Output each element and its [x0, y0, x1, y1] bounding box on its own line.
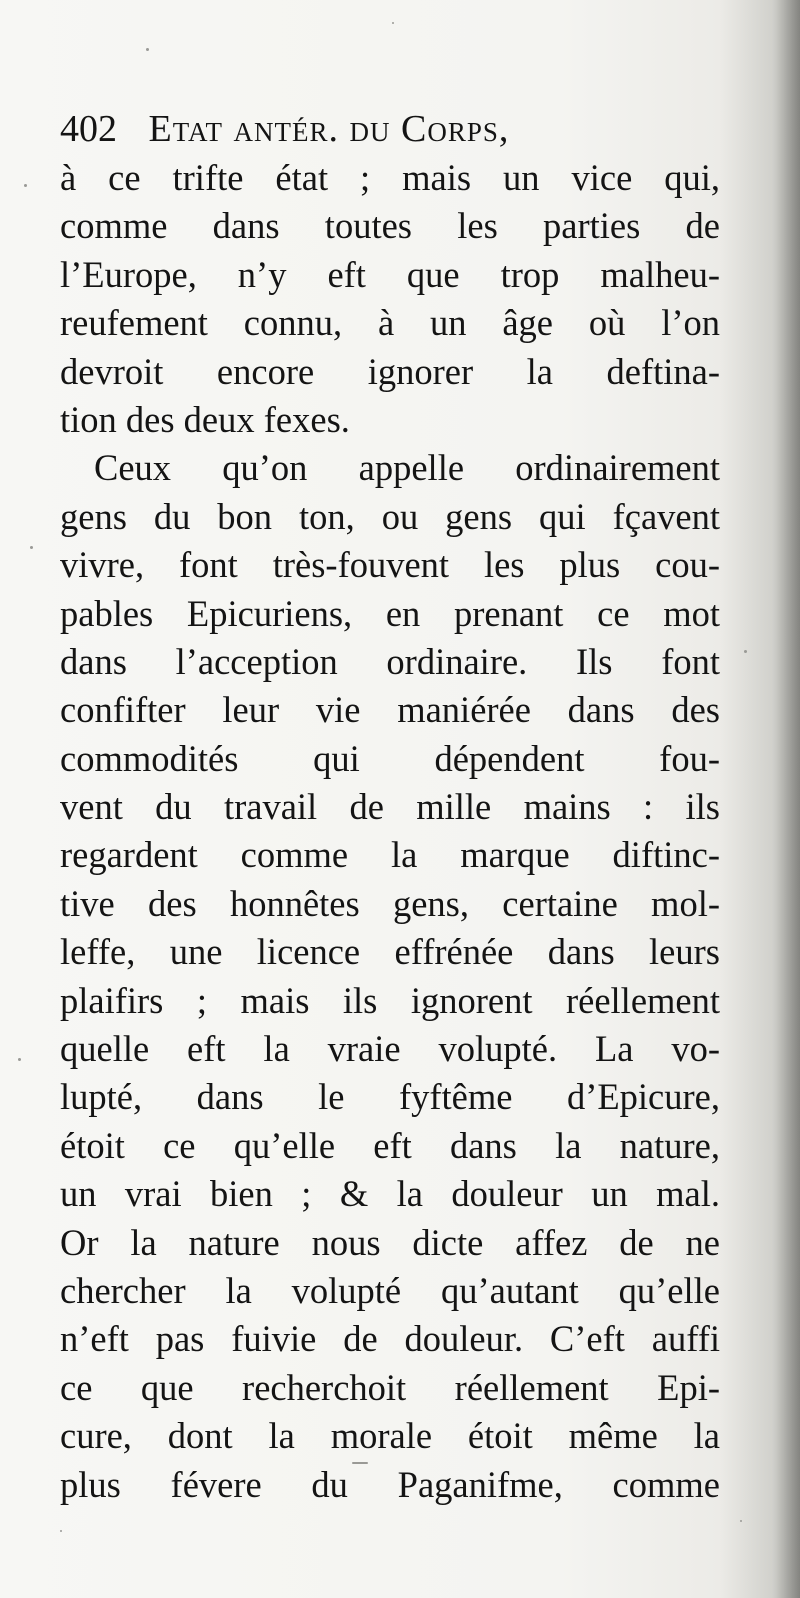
text-line-18: plaifirs ; mais ils ignorent réellement [60, 979, 720, 1021]
text-line-28: plus févere du Paganifme, comme [60, 1463, 720, 1505]
body-text [60, 154, 720, 1509]
text-line-5: devroit encore ignorer la deftina- [60, 350, 720, 392]
text-line-4: reufement connu, à un âge où l’on [60, 302, 720, 344]
text-line-7: Ceux qu’on appelle ordinairement [94, 447, 720, 489]
text-line-24: chercher la volupté qu’autant qu’elle [60, 1269, 720, 1311]
text-line-26: ce que recherchoit réellement Epi- [60, 1366, 720, 1408]
paper-speck [740, 1520, 742, 1522]
page-gutter-shadow [772, 0, 800, 1598]
text-line-8: gens du bon ton, ou gens qui fçavent [60, 495, 720, 537]
paper-speck [392, 22, 394, 24]
paper-speck [146, 48, 149, 51]
text-line-21: étoit ce qu’elle eft dans la nature, [60, 1124, 720, 1166]
text-line-16: tive des honnêtes gens, certaine mol- [60, 882, 720, 924]
text-line-19: quelle eft la vraie volupté. La vo- [60, 1028, 720, 1070]
text-line-3: l’Europe, n’y eft que trop malheu- [60, 253, 720, 295]
page-number: 402 [60, 108, 117, 150]
text-line-15: regardent comme la marque diftinc- [60, 834, 720, 876]
running-title: Etat antér. du Corps, [148, 108, 510, 150]
text-line-17: leffe, une licence effrénée dans leurs [60, 931, 720, 973]
text-line-25: n’eft pas fuivie de douleur. C’eft auffi [60, 1318, 720, 1360]
text-line-6: tion des deux fexes. [60, 398, 350, 440]
text-line-1: à ce trifte état ; mais un vice qui, [60, 157, 720, 198]
text-line-2: comme dans toutes les parties de [60, 205, 720, 247]
text-line-22: un vrai bien ; & la douleur un mal. [60, 1173, 720, 1215]
paper-speck [352, 1462, 368, 1464]
text-line-11: dans l’acception ordinaire. Ils font [60, 640, 720, 682]
text-line-10: pables Epicuriens, en prenant ce mot [60, 592, 720, 634]
text-line-20: lupté, dans le fyftême d’Epicure, [60, 1076, 720, 1118]
text-line-9: vivre, font très-fouvent les plus cou- [60, 544, 720, 586]
paper-speck [60, 1530, 62, 1532]
text-line-14: vent du travail de mille mains : ils [60, 786, 720, 828]
paper-speck [744, 650, 747, 653]
text-line-23: Or la nature nous dicte affez de ne [60, 1221, 720, 1263]
running-header [60, 104, 720, 154]
paper-speck [30, 546, 33, 549]
paper-speck [18, 1058, 21, 1061]
paper-speck [24, 184, 27, 187]
text-line-12: confifter leur vie maniérée dans des [60, 689, 720, 731]
text-line-27: cure, dont la morale étoit même la [60, 1415, 720, 1457]
text-line-13: commodités qui dépendent fou- [60, 737, 720, 779]
